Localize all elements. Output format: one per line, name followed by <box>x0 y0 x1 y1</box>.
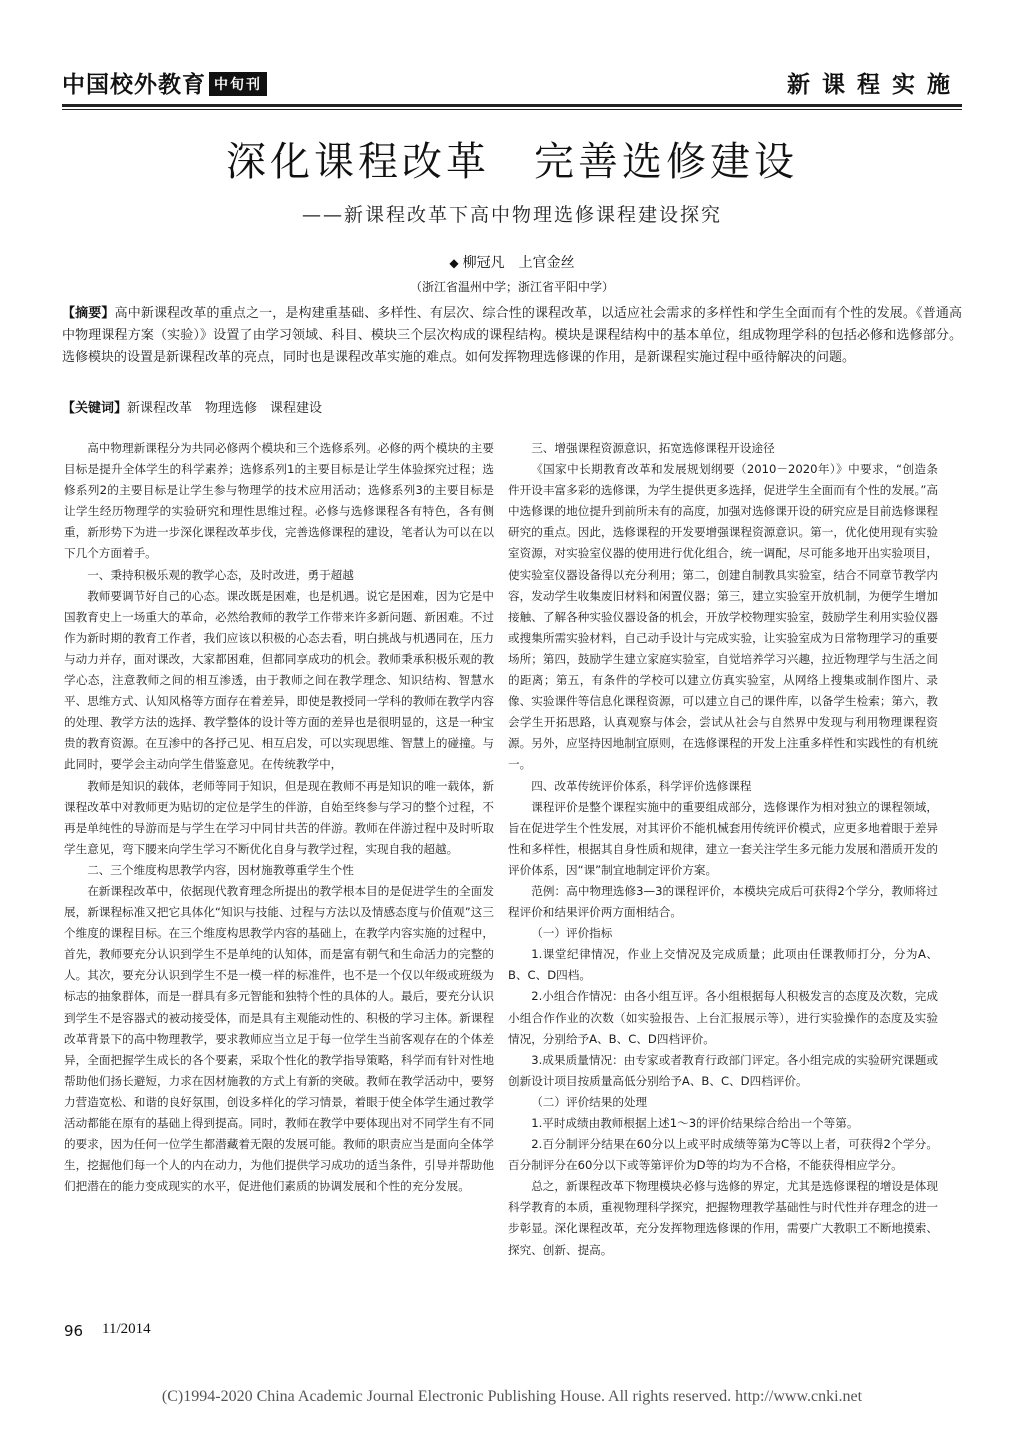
body-paragraph: 《国家中长期教育改革和发展规划纲要（2010－2020年）》中要求，“创造条件开设丰富多彩的选修课，为学生提供更多选择，促进学生全面而有个性的发展。”高中选修课的地位提升到前所未有的高度，加强对选修课开设的研究应是目前选修课程研究的重点。因此，选修课程的开发要增强课程资源意识。第一，优化使用现有实验室资源，对实验室仪器的使用进行优化组合，统一调配，尽可能多地开出实验项目，使实验室仪器设备得以充分利用；第二，创建自制教具实验室，结合不同章节教学内容，发动学生收集废旧材料和闲置仪器；第三，建立实验室开放机制，为便学生增加接触、了解各种实验仪器设备的机会，开放学校物理实验室，鼓励学生利用实验仪器或搜集所需实验材料，自己动手设计与完成实验，让实验室成为日常物理学习的重要场所；第四，鼓励学生建立家庭实验室，自觉培养学习兴趣，拉近物理学与生活之间的距离；第五，有条件的学校可以建立仿真实验室，从网络上搜集或制作图片、录像、实验课件等信息化课程资源，可以建立自己的课件库，以备学生检索；第六，教会学生开拓思路，认真观察与体会，尝试从社会与自然界中发现与利用物理课程资源。另外，应坚持因地制宜原则，在选修课程的开发上注重多样性和实践性的有机统一。 <box>508 462 938 772</box>
body-paragraph: 3.成果质量情况：由专家或者教育行政部门评定。各小组完成的实验研究课题或创新设计项目按质量高低分别给予A、B、C、D四档评价。 <box>508 1052 938 1088</box>
body-paragraph: 2.小组合作情况：由各小组互评。各小组根据每人积极发言的态度及次数，完成小组合作作业的次数（如实验报告、上台汇报展示等），进行实验操作的态度及实验情况，分别给予A、B、C、D四档评价。 <box>508 989 938 1046</box>
body-paragraph: 在新课程改革中，依据现代教育理念所提出的教学根本目的是促进学生的全面发展，新课程标准又把它具体化“知识与技能、过程与方法以及情感态度与价值观”这三个维度的课程目标。在三个维度构思教学内容的基础上，在教学内容实施的过程中，首先，教师要充分认识到学生不是单纯的认知体，而是富有朝气和生命活力的完整的人。其次，要充分认识到学生不是一模一样的标准件，也不是一个仅以年级或班级为标志的抽象群体，而是一群具有多元智能和独特个性的具体的人。最后，要充分认识到学生不是容器式的被动接受体，而是具有主观能动性的、积极的学习主体。新课程改革背景下的高中物理教学，要求教师应当立足于每一位学生当前客观存在的个体差异，全面把握学生成长的各个要素，采取个性化的教学指导策略，科学而有针对性地帮助他们扬长避短，力求在因材施教的方式上有新的突破。教师在教学活动中，要努力营造宽松、和谐的良好氛围，创设多样化的学习情景，着眼于使全体学生通过教学活动都能在原有的基础上得到提高。同时，教师在教学中要体现出对不同学生有不同的要求，因为任何一位学生都潜藏着无限的发展可能。教师的职责应当是面向全体学生，挖掘他们每一个人的内在动力，为他们提供学习成功的适当条件，引导并帮助他们把潜在的能力变成现实的水平，促进他们素质的协调发展和个性的充分发展。 <box>64 883 494 1194</box>
body-paragraph: 教师要调节好自己的心态。课改既是困难，也是机遇。说它是困难，因为它是中国教育史上一场重大的革命，必然给教师的教学工作带来许多新问题、新困难。不过作为新时期的教育工作者，我们应该以积极的心态去看，明白挑战与机遇同在，压力与动力并存，面对课改，大家都困难，但都同享成功的机会。教师秉承积极乐观的教学心态，注意教师之间的相互渗透，由于教师之间在教学理念、知识结构、智慧水平、思维方式、认知风格等方面存在着差异，即使是教授同一学科的教师在教学内容的处理、教学方法的选择、教学整体的设计等方面的差异也是很明显的，这是一种宝贵的教育资源。在互渗中的各抒己见、相互启发，可以实现思维、智慧上的碰撞。与此同时，要学会主动向学生借鉴意见。在传统教学中， <box>64 588 494 772</box>
copyright-footer: (C)1994-2020 China Academic Journal Electronic Publishing House. All rights reserved. http://www.cnki.net <box>161 1388 863 1405</box>
authors-text: 柳冠凡 上官金丝 <box>462 255 575 271</box>
header-rule-thin <box>62 109 962 110</box>
journal-tag: 中旬刊 <box>209 72 267 96</box>
section-heading: 三、增强课程资源意识，拓宽选修课程开设途径 <box>531 441 775 455</box>
abstract-text: 高中新课程改革的重点之一，是构建重基础、多样性、有层次、综合性的课程改革，以适应社会需求的多样性和学生全面而有个性的发展。《普通高中物理课程方案（实验）》设置了由学习领域、科目、模块三个层次构成的课程结构。模块是课程结构中的基本单位，组成物理学科的包括必修和选修部分。选修模块的设置是新课程改革的亮点，同时也是课程改革实施的难点。如何发挥物理选修课的作用，是新课程实施过程中亟待解决的问题。 <box>62 306 962 365</box>
diamond-icon: ◆ <box>449 256 459 270</box>
body-column-left <box>64 438 494 1197</box>
abstract <box>62 303 962 369</box>
body-paragraph: （二）评价结果的处理 <box>531 1094 648 1109</box>
article-title: 深化课程改革 完善选修建设 <box>226 139 798 185</box>
body-paragraph: 总之，新课程改革下物理模块必修与选修的界定，尤其是选修课程的增设是体现科学教育的本质，重视物理科学探究，把握物理教学基础性与时代性并存理念的进一步彰显。深化课程改革，充分发挥物理选修课的作用，需要广大教职工不断地摸索、探究、创新、提高。 <box>508 1179 938 1257</box>
section-name: 新课程实施 <box>787 72 962 98</box>
body-paragraph: 课程评价是整个课程实施中的重要组成部分，选修课作为相对独立的课程领域，旨在促进学生个性发展，对其评价不能机械套用传统评价模式，应更多地着眼于差异性和多样性，根据其自身性质和规律，建立一套关注学生多元能力发展和潜质开发的评价体系，因“课”制宜地制定评价方案。 <box>508 799 938 877</box>
body-paragraph: 1.课堂纪律情况，作业上交情况及完成质量；此项由任课教师打分，分为A、B、C、D四档。 <box>508 947 938 983</box>
body-paragraph: 1.平时成绩由教师根据上述1～3的评价结果综合给出一个等第。 <box>531 1116 859 1130</box>
article-authors <box>0 252 1024 272</box>
section-heading: 四、改革传统评价体系，科学评价选修课程 <box>531 778 752 793</box>
article-subtitle: ——新课程改革下高中物理选修课程建设探究 <box>301 204 722 226</box>
abstract-label: 【摘要】 <box>62 306 115 321</box>
body-column-right <box>508 438 938 1261</box>
section-heading: 一、秉持积极乐观的教学心态，及时改进，勇于超越 <box>87 567 354 582</box>
body-paragraph: 教师是知识的载体，老师等同于知识，但是现在教师不再是知识的唯一载体，新课程改革中对教师更为贴切的定位是学生的伴游，自始至终参与学习的整个过程，不再是单纯性的导游而是与学生在学习中同甘共苦的伴游。教师在伴游过程中及时听取学生意见，弯下腰来向学生学习不断优化自身与教学过程，实现自我的超越。 <box>64 778 494 856</box>
body-paragraph: （一）评价指标 <box>531 926 613 941</box>
body-paragraph: 2.百分制评分结果在60分以上或平时成绩等第为C等以上者，可获得2个学分。百分制评分在60分以下或等第评价为D等的均为不合格，不能获得相应学分。 <box>508 1137 938 1173</box>
body-paragraph: 范例：高中物理选修3—3的课程评价，本模块完成后可获得2个学分，教师将过程评价和结果评价两方面相结合。 <box>508 883 938 920</box>
section-heading: 二、三个维度构思教学内容，因材施教尊重学生个性 <box>87 862 354 877</box>
header-rule-thick <box>62 104 962 107</box>
page-number: 96 <box>64 1322 84 1340</box>
issue-number: 11/2014 <box>102 1321 151 1337</box>
body-paragraph: 高中物理新课程分为共同必修两个模块和三个选修系列。必修的两个模块的主要目标是提升全体学生的科学素养；选修系列1的主要目标是让学生体验探究过程；选修系列2的主要目标是让学生参与物理学的技术应用活动；选修系列3的主要目标是让学生经历物理学的实验研究和理性思维过程。必修与选修课程各有特色，各有侧重，新形势下为进一步深化课程改革步伐，完善选修课程的建设，笔者认为可以在以下几个方面着手。 <box>64 441 494 561</box>
journal-name <box>62 66 267 99</box>
keywords-text: 新课程改革 物理选修 课程建设 <box>127 401 323 416</box>
running-header <box>62 66 962 100</box>
journal-name-text: 中国校外教育 <box>62 72 206 98</box>
keywords-label: 【关键词】 <box>62 401 128 416</box>
keywords <box>62 398 962 420</box>
article-affiliation: （浙江省温州中学；浙江省平阳中学） <box>409 280 614 294</box>
